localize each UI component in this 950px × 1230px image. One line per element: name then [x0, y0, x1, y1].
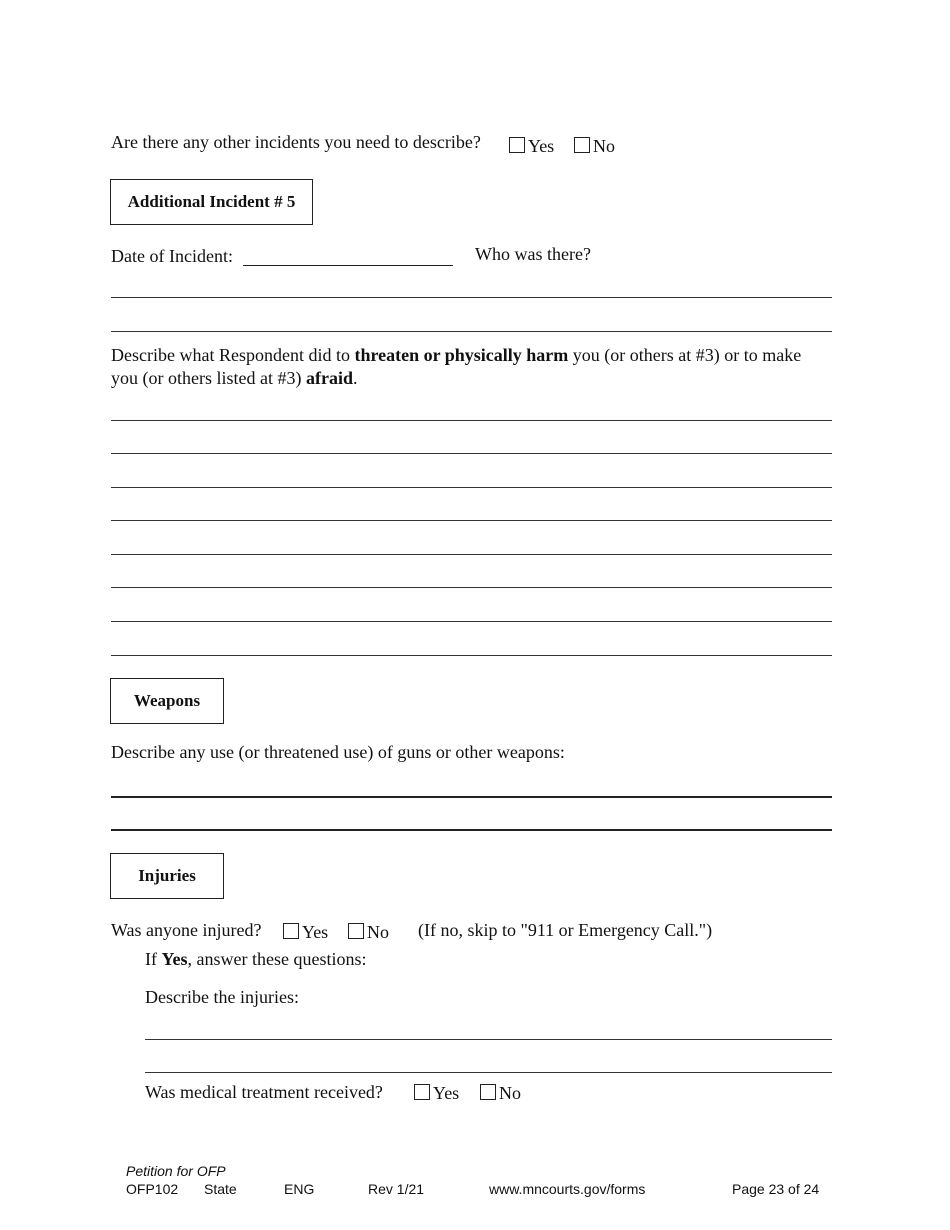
- describe-text-3: you (or others listed at #3): [111, 368, 306, 388]
- medical-yes-label: Yes: [433, 1083, 460, 1103]
- footer-page-number: Page 23 of 24: [732, 1181, 820, 1197]
- medical-yes-option[interactable]: [414, 1083, 459, 1105]
- injuries-heading-text: Injuries: [138, 866, 196, 885]
- medical-no-label: No: [499, 1083, 521, 1103]
- weapons-line-2[interactable]: [111, 829, 832, 831]
- describe-line-5[interactable]: [111, 554, 832, 555]
- if-yes-instruction: [145, 949, 366, 971]
- other-incidents-yes-label: Yes: [528, 136, 555, 156]
- medical-treatment-question: Was medical treatment received?: [145, 1082, 383, 1102]
- describe-threat-prompt: [111, 344, 801, 390]
- describe-line-8[interactable]: [111, 655, 832, 656]
- who-line-1[interactable]: [111, 297, 832, 298]
- medical-no-option[interactable]: [480, 1083, 521, 1105]
- other-incidents-yes-option[interactable]: [509, 136, 554, 158]
- injuries-line-2[interactable]: [145, 1072, 832, 1073]
- if-yes-text-2: , answer these questions:: [187, 949, 367, 969]
- injured-no-label: No: [367, 922, 389, 942]
- weapons-heading-text: Weapons: [133, 691, 201, 710]
- injuries-line-1[interactable]: [145, 1039, 832, 1040]
- injuries-heading: [110, 853, 224, 899]
- describe-bold-threaten: threaten or physically harm: [354, 345, 569, 365]
- other-incidents-no-label: No: [593, 136, 615, 156]
- describe-line-3[interactable]: [111, 487, 832, 488]
- date-of-incident-label: Date of Incident:: [111, 246, 233, 266]
- injured-yes-checkbox[interactable]: [283, 923, 299, 939]
- describe-line-4[interactable]: [111, 520, 832, 521]
- footer-jurisdiction: State: [204, 1181, 237, 1197]
- footer-language: ENG: [284, 1181, 315, 1197]
- additional-incident-heading: [110, 179, 313, 225]
- describe-text-4: .: [352, 368, 358, 388]
- medical-no-checkbox[interactable]: [480, 1084, 496, 1100]
- footer-website[interactable]: www.mncourts.gov/forms: [489, 1181, 646, 1197]
- describe-line-1[interactable]: [111, 420, 832, 421]
- other-incidents-no-option[interactable]: [574, 136, 615, 158]
- injured-no-option[interactable]: [348, 922, 389, 944]
- describe-line-7[interactable]: [111, 621, 832, 622]
- injured-no-checkbox[interactable]: [348, 923, 364, 939]
- other-incidents-no-checkbox[interactable]: [574, 137, 590, 153]
- other-incidents-yes-checkbox[interactable]: [509, 137, 525, 153]
- describe-injuries-label: Describe the injuries:: [145, 987, 299, 1007]
- footer-form-title: Petition for OFP: [126, 1163, 226, 1179]
- medical-yes-checkbox[interactable]: [414, 1084, 430, 1100]
- injured-yes-label: Yes: [302, 922, 329, 942]
- describe-text-2: you (or others at #3) or to make: [568, 345, 802, 365]
- who-was-there-label: Who was there?: [475, 244, 591, 264]
- describe-bold-afraid: afraid: [305, 368, 353, 388]
- describe-text-1: Describe what Respondent did to: [111, 345, 355, 365]
- additional-incident-heading-text: Additional Incident # 5: [127, 192, 296, 211]
- anyone-injured-question: Was anyone injured?: [111, 920, 262, 940]
- injured-yes-option[interactable]: [283, 922, 328, 944]
- if-yes-text-1: If: [145, 949, 162, 969]
- footer-form-code: OFP102: [126, 1181, 179, 1197]
- injuries-skip-note: (If no, skip to "911 or Emergency Call."): [418, 920, 713, 940]
- other-incidents-label: Are there any other incidents you need to describe?: [111, 132, 481, 152]
- date-of-incident-row: [111, 246, 453, 268]
- weapons-line-1[interactable]: [111, 796, 832, 798]
- weapons-prompt: Describe any use (or threatened use) of guns or other weapons:: [111, 742, 565, 762]
- other-incidents-question: [111, 132, 481, 154]
- weapons-heading: [110, 678, 224, 724]
- footer-revision: Rev 1/21: [368, 1181, 425, 1197]
- describe-line-6[interactable]: [111, 587, 832, 588]
- who-line-2[interactable]: [111, 331, 832, 332]
- describe-line-2[interactable]: [111, 453, 832, 454]
- if-yes-bold: Yes: [161, 949, 188, 969]
- date-of-incident-field[interactable]: [243, 249, 453, 266]
